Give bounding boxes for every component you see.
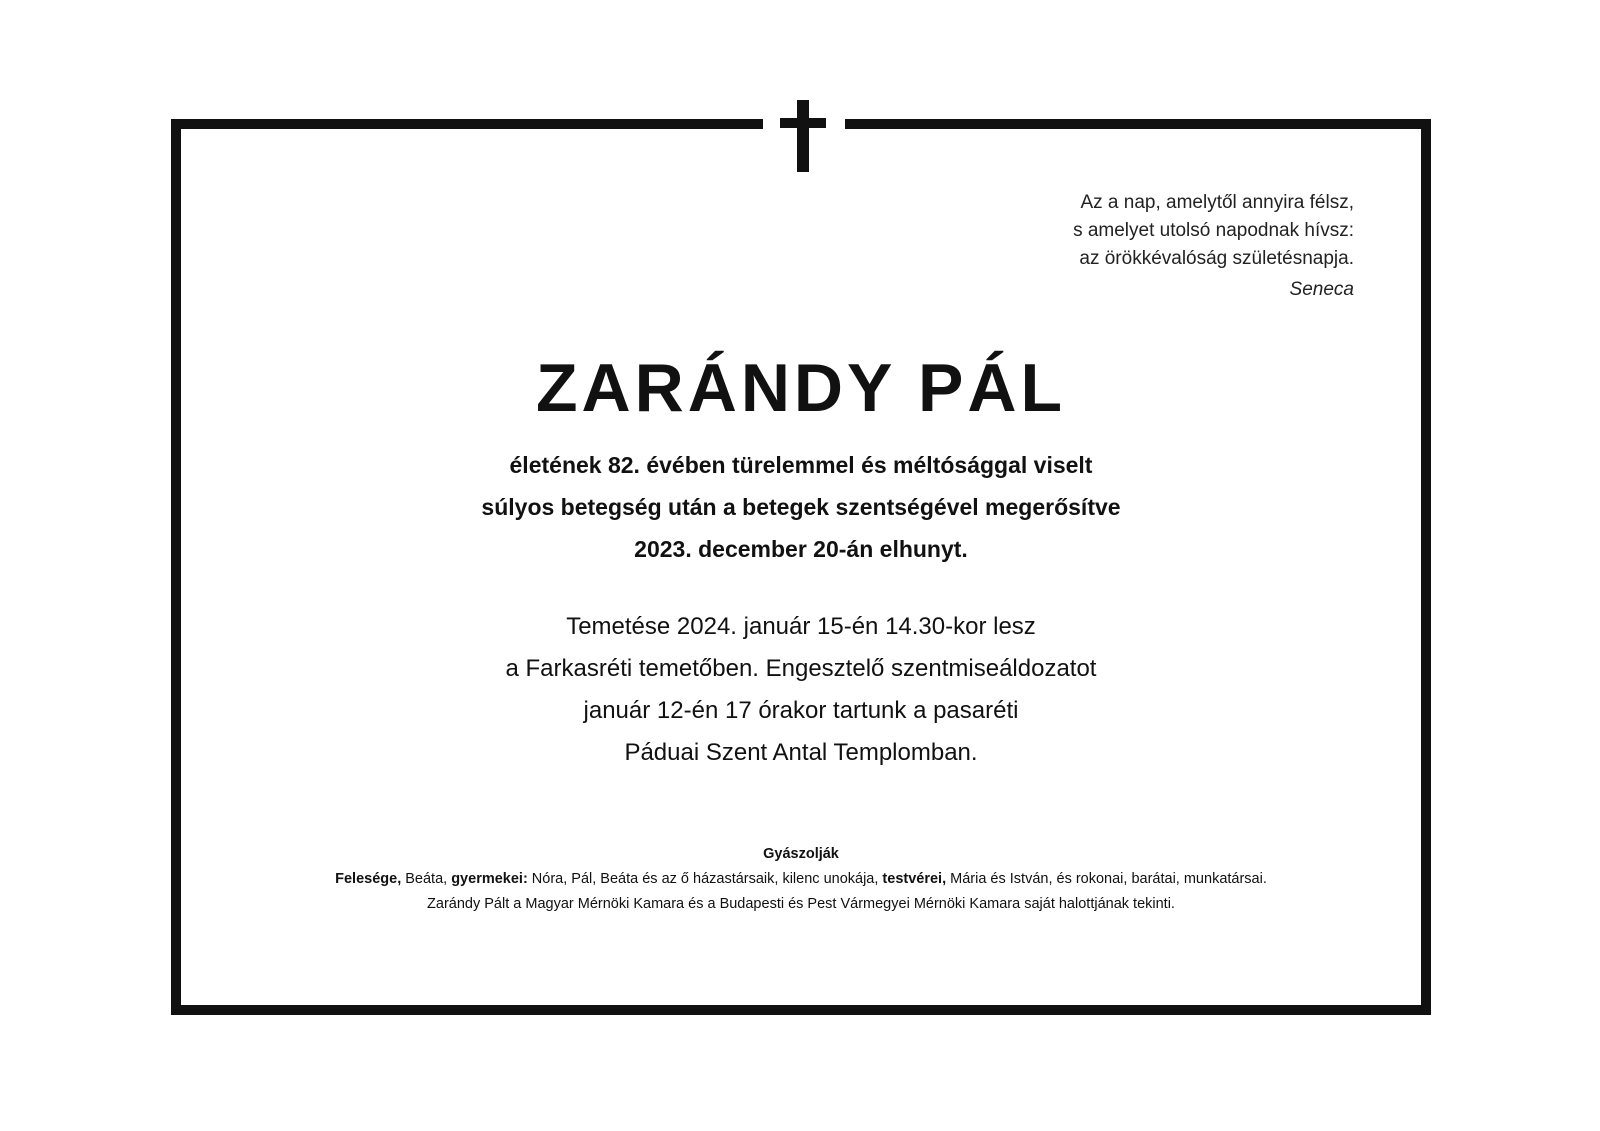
funeral-details	[171, 606, 1431, 774]
cross-vertical-bar	[797, 100, 809, 172]
funeral-line: Páduai Szent Antal Templomban.	[624, 739, 978, 766]
quote-line: Az a nap, amelytől annyira félsz,	[1080, 192, 1354, 213]
wife-label: Felesége,	[335, 871, 402, 887]
mourners-section	[171, 842, 1431, 917]
announcement-line: 2023. december 20-án elhunyt.	[634, 536, 968, 562]
deceased-name: ZARÁNDY PÁL	[535, 350, 1067, 426]
cross-icon	[780, 100, 826, 172]
children-label: gyermekei:	[451, 871, 528, 887]
announcement-line: életének 82. évében türelemmel és méltósággal viselt	[509, 452, 1093, 478]
children-text: Nóra, Pál, Beáta és az ő házastársaik, kilenc unokája,	[527, 871, 883, 887]
funeral-line: a Farkasréti temetőben. Engesztelő szentmiseáldozatot	[505, 655, 1097, 682]
mourners-list	[171, 867, 1431, 892]
cross-horizontal-bar	[780, 118, 826, 128]
quote-author: Seneca	[1289, 279, 1354, 300]
chamber-note: Zarándy Pált a Magyar Mérnöki Kamara és a Budapesti és Pest Vármegyei Mérnöki Kamara saját halottjának tekinti.	[427, 896, 1175, 912]
death-announcement	[171, 444, 1431, 570]
siblings-text: Mária és István, és rokonai, barátai, munkatársai.	[946, 871, 1267, 887]
funeral-line: január 12-én 17 órakor tartunk a pasaréti	[583, 697, 1019, 724]
siblings-label: testvérei,	[882, 871, 947, 887]
quote-line: az örökkévalóság születésnapja.	[1079, 248, 1354, 269]
mourners-heading: Gyászolják	[763, 846, 839, 862]
quote-line: s amelyet utolsó napodnak hívsz:	[1073, 220, 1354, 241]
announcement-line: súlyos betegség után a betegek szentségével megerősítve	[481, 494, 1121, 520]
quote-block	[1073, 189, 1354, 304]
wife-name: Beáta,	[401, 871, 452, 887]
funeral-line: Temetése 2024. január 15-én 14.30-kor lesz	[566, 613, 1036, 640]
